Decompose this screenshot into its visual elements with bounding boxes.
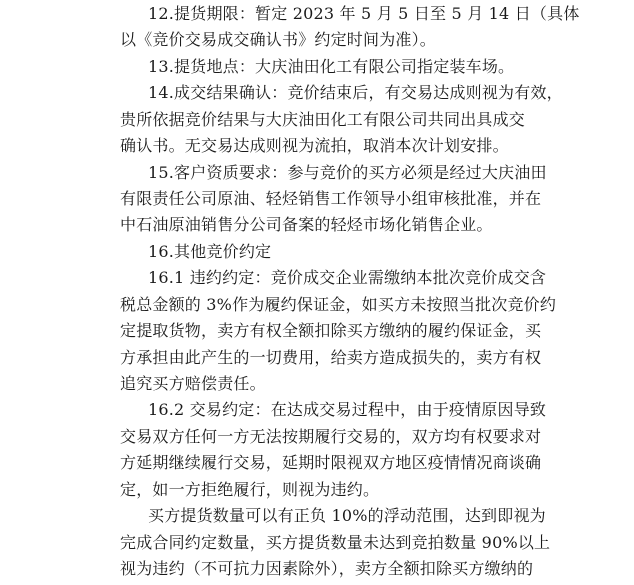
clause-16-1-line-3: 定提取货物，卖方有权全额扣除买方缴纳的履约保证金，买 xyxy=(120,321,542,341)
clause-16-2-line-2: 交易双方任何一方无法按期履行交易的，双方均有权要求对 xyxy=(120,426,542,446)
clause-16-1-line-5: 追究买方赔偿责任。 xyxy=(120,374,266,393)
clause-14-line-1: 14.成交结果确认：竞价结束后，有交易达成则视为有效， xyxy=(148,83,563,103)
quantity-line-1: 买方提货数量可以有正负 10%的浮动范围，达到即视为 xyxy=(148,506,546,526)
quantity-line-2: 完成合同约定数量，买方提货数量未达到竞拍数量 90%以上 xyxy=(120,532,551,552)
clause-14-line-3: 确认书。无交易达成则视为流拍，取消本次计划安排。 xyxy=(120,136,509,156)
clause-16-1-line-2: 税总金额的 3%作为履约保证金，如买方未按照当批次竞价约 xyxy=(120,294,557,314)
clause-16-heading: 16.其他竞价约定 xyxy=(148,241,272,261)
clause-13-line-1: 13.提货地点：大庆油田化工有限公司指定装车场。 xyxy=(148,56,515,76)
clause-15-line-2: 有限责任公司原油、轻烃销售工作领导小组审核批准，并在 xyxy=(120,189,542,208)
clause-16-2-line-1: 16.2 交易约定：在达成交易过程中，由于疫情原因导致 xyxy=(148,400,547,420)
clause-16-1-line-1: 16.1 违约约定：竞价成交企业需缴纳本批次竞价成交含 xyxy=(148,268,547,288)
clause-15-line-3: 中石油原油销售分公司备案的轻烃市场化销售企业。 xyxy=(120,215,493,235)
clause-15-line-1: 15.客户资质要求：参与竞价的买方必须是经过大庆油田 xyxy=(148,162,547,182)
quantity-line-3: 视为违约（不可抗力因素除外），卖方全额扣除买方缴纳的 xyxy=(120,559,534,578)
clause-12-line-2: 以《竞价交易成交确认书》约定时间为准）。 xyxy=(120,30,437,50)
clause-14-line-2: 贵所依据竞价结果与大庆油田化工有限公司共同出具成交 xyxy=(120,109,526,129)
clause-16-2-line-3: 方延期继续履行交易，延期时限视双方地区疫情情况商谈确 xyxy=(120,453,542,473)
clause-12-line-1: 12.提货期限：暂定 2023 年 5 月 5 日至 5 月 14 日（具体 xyxy=(148,4,580,23)
clause-16-2-line-4: 定，如一方拒绝履行，则视为违约。 xyxy=(120,479,380,499)
clause-16-1-line-4: 方承担由此产生的一切费用，给卖方造成损失的，卖方有权 xyxy=(120,347,542,367)
